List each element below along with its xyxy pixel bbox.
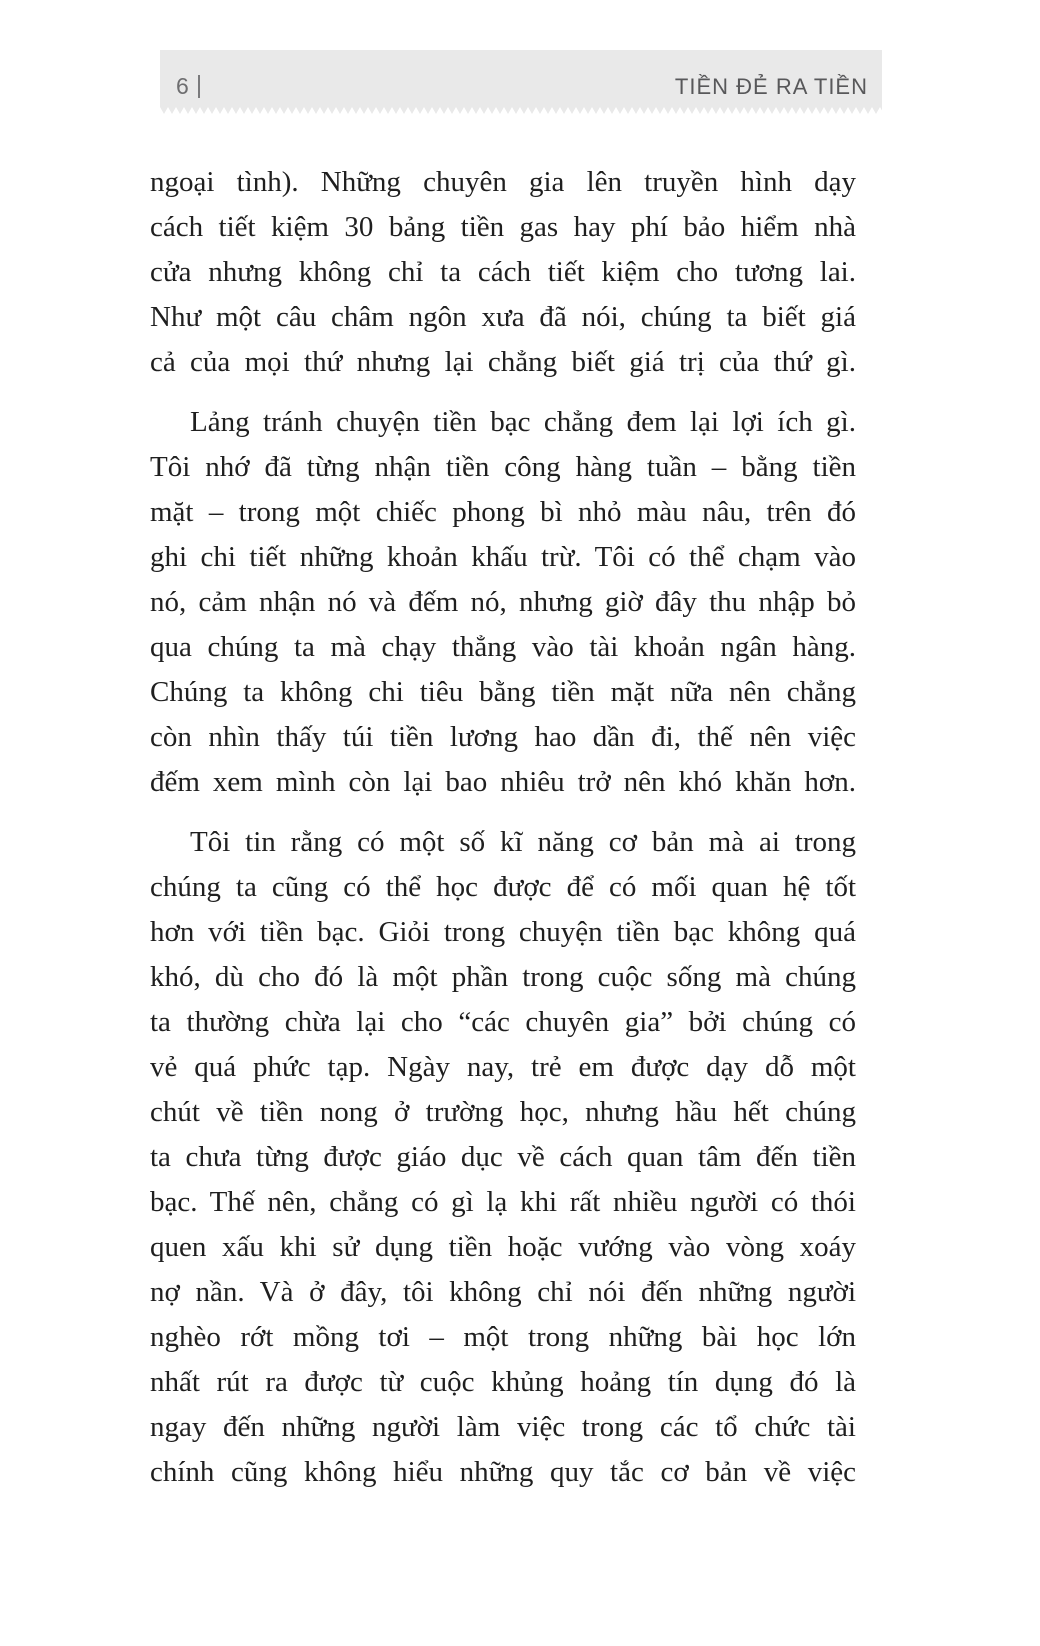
text-line: Lảng tránh chuyện tiền bạc chẳng đem lại lợi ích gì. (190, 406, 856, 438)
text-line: ngoại tình). Những chuyên gia lên truyền hình dạy (150, 166, 856, 198)
text-line: Chúng ta không chi tiêu bằng tiền mặt nữa nên chẳng (150, 676, 856, 708)
text-line: ghi chi tiết những khoản khấu trừ. Tôi có thể chạm vào (150, 541, 856, 573)
text-line: vẻ quá phức tạp. Ngày nay, trẻ em được dạy dỗ một (150, 1051, 856, 1083)
text-line: nợ nần. Và ở đây, tôi không chỉ nói đến những người (150, 1276, 856, 1308)
text-line: cả của mọi thứ nhưng lại chẳng biết giá trị của thứ gì. (150, 346, 856, 378)
paragraph (150, 820, 856, 1495)
text-line: nghèo rớt mồng tơi – một trong những bài học lớn (150, 1321, 856, 1353)
page-number-separator: | (195, 71, 203, 100)
text-line: chút về tiền nong ở trường học, nhưng hầu hết chúng (150, 1096, 856, 1128)
text-line: qua chúng ta mà chạy thẳng vào tài khoản ngân hàng. (150, 631, 856, 663)
header-torn-edge (160, 107, 882, 114)
text-line: mặt – trong một chiếc phong bì nhỏ màu nâu, trên đó (150, 496, 856, 528)
text-line: bạc. Thế nên, chẳng có gì lạ khi rất nhiều người có thói (150, 1186, 856, 1218)
page-body (150, 160, 856, 1495)
text-line: đếm xem mình còn lại bao nhiêu trở nên khó khăn hơn. (150, 766, 856, 798)
text-line: ta chưa từng được giáo dục về cách quan tâm đến tiền (150, 1141, 856, 1173)
text-line: Tôi nhớ đã từng nhận tiền công hàng tuần – bằng tiền (150, 451, 856, 483)
text-line: còn nhìn thấy túi tiền lương hao dần đi, thế nên việc (150, 721, 856, 753)
text-line: cửa nhưng không chỉ ta cách tiết kiệm cho tương lai. (150, 256, 856, 288)
paragraph (150, 400, 856, 805)
text-line: cách tiết kiệm 30 bảng tiền gas hay phí bảo hiểm nhà (150, 211, 856, 243)
text-line: quen xấu khi sử dụng tiền hoặc vướng vào vòng xoáy (150, 1231, 856, 1263)
text-line: chính cũng không hiểu những quy tắc cơ bản về việc (150, 1456, 856, 1488)
text-line: hơn với tiền bạc. Giỏi trong chuyện tiền bạc không quá (150, 916, 856, 948)
text-line: ta thường chừa lại cho “các chuyên gia” bởi chúng có (150, 1006, 856, 1038)
running-title: TIỀN ĐẺ RA TIỀN (674, 74, 868, 99)
text-line: khó, dù cho đó là một phần trong cuộc sống mà chúng (150, 961, 856, 993)
text-line: Như một câu châm ngôn xưa đã nói, chúng ta biết giá (150, 301, 856, 333)
text-line: nhất rút ra được từ cuộc khủng hoảng tín dụng đó là (150, 1366, 856, 1398)
paragraph (150, 160, 856, 385)
text-line: chúng ta cũng có thể học được để có mối quan hệ tốt (150, 871, 856, 903)
page-number: 6 (176, 73, 189, 99)
page-number-group (176, 71, 203, 100)
text-line: nó, cảm nhận nó và đếm nó, nhưng giờ đây thu nhập bỏ (150, 586, 856, 618)
page-header-bar (160, 50, 882, 107)
text-line: Tôi tin rằng có một số kĩ năng cơ bản mà ai trong (190, 826, 856, 858)
text-line: ngay đến những người làm việc trong các tổ chức tài (150, 1411, 856, 1443)
